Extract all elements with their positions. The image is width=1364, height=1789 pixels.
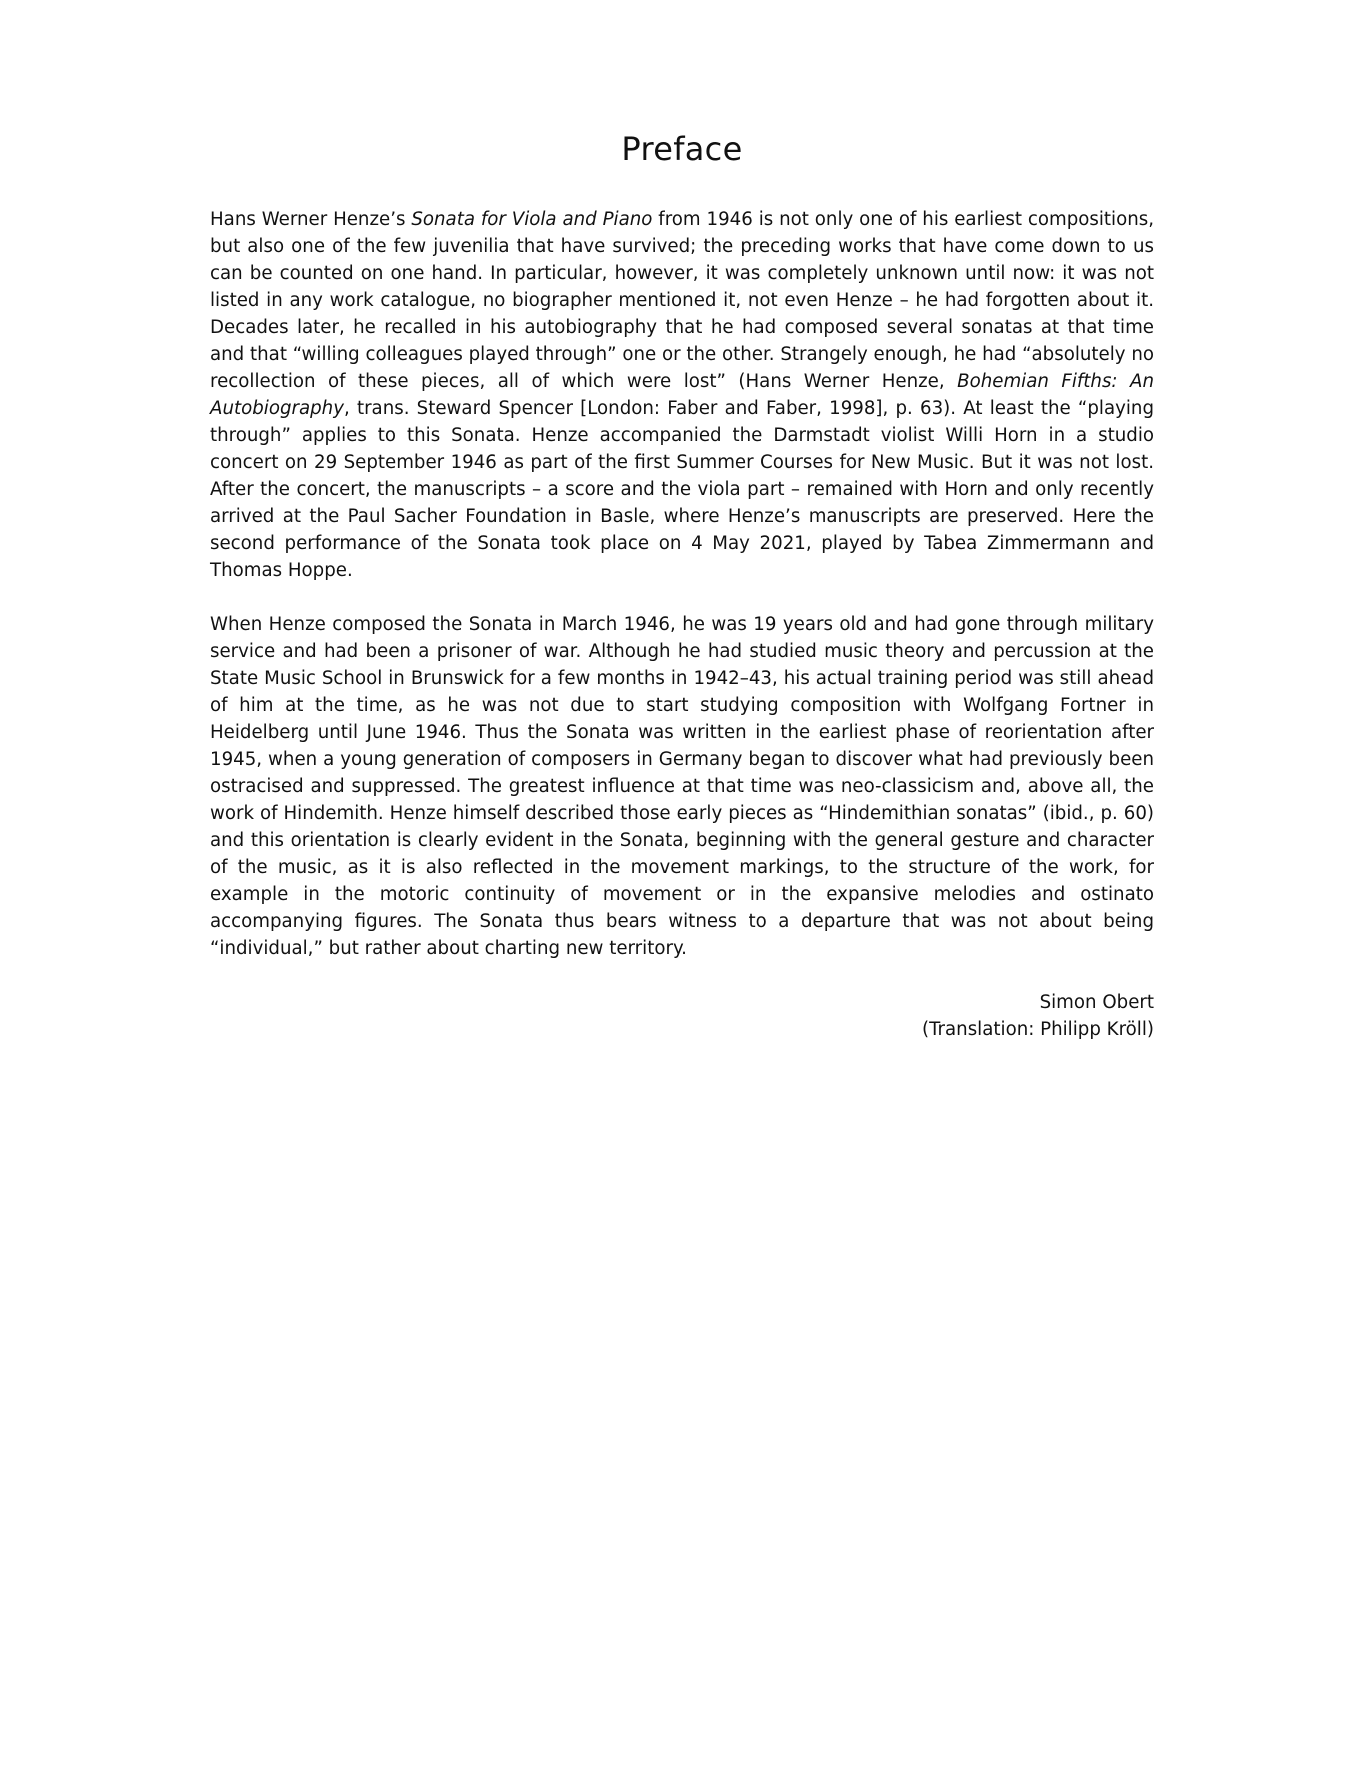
document-page bbox=[210, 130, 1154, 1043]
page-title: Preface bbox=[621, 130, 743, 168]
paragraph-1 bbox=[210, 206, 1154, 584]
translator-credit: (Translation: Philipp Kröll) bbox=[922, 1019, 1154, 1041]
author-name: Simon Obert bbox=[1039, 992, 1154, 1014]
signature-block bbox=[210, 989, 1154, 1043]
paragraph-1-text-a: Hans Werner Henze’s bbox=[210, 209, 412, 231]
book-title-italic: Bohemian Fifths: An Autobiography bbox=[210, 371, 1154, 420]
paragraph-2: When Henze composed the Sonata in March 1946, he was 19 years old and had gone through military service and had been a prisoner of war. Although he had studied music theory and percussion at the State Music School in Brunswick for a few months in 1942–43, his actual training period was still ahead of him at the time, as he was not due to start studying composition with Wolfgang Fortner in Heidelberg until June 1946. Thus the Sonata was written in the earliest phase of reorientation after 1945, when a young generation of composers in Germany began to discover what had previously been ostracised and suppressed. The greatest influence at that time was neo-classicism and, above all, the work of Hindemith. Henze himself described those early pieces as “Hindemithian sonatas” (ibid., p. 60) and this orientation is clearly evident in the Sonata, beginning with the general gesture and character of the music, as it is also reflected in the movement markings, to the structure of the work, for example in the motoric continuity of movement or in the expansive melodies and ostinato accompanying figures. The Sonata thus bears witness to a departure that was not about being “individual,” but rather about charting new territory. bbox=[210, 614, 1154, 960]
work-title-italic: Sonata for Viola and Piano bbox=[411, 209, 653, 231]
paragraph-1-text-c: , trans. Steward Spencer [London: Faber and Faber, 1998], p. 63). At least the “playing through” applies to this Sonata. Henze accompanied the Darmstadt violist Willi Horn in a studio concert on 29 September 1946 as part of the first Summer Courses for New Music. But it was not lost. After the concert, the manuscripts – a score and the viola part – remained with Horn and only recently arrived at the Paul Sacher Foundation in Basle, where Henze’s manuscripts are preserved. Here the second performance of the Sonata took place on 4 May 2021, played by Tabea Zimmermann and Thomas Hoppe. bbox=[210, 398, 1154, 582]
paragraph-1-text-b: from 1946 is not only one of his earliest compositions, but also one of the few juvenilia that have survived; the preceding works that have come down to us can be counted on one hand. In particular, however, it was completely unknown until now: it was not listed in any work catalogue, no biographer mentioned it, not even Henze – he had forgotten about it. Decades later, he recalled in his autobiography that he had composed several sonatas at that time and that “willing colleagues played through” one or the other. Strangely enough, he had “absolutely no recollection of these pieces, all of which were lost” (Hans Werner Henze, bbox=[210, 209, 1154, 393]
